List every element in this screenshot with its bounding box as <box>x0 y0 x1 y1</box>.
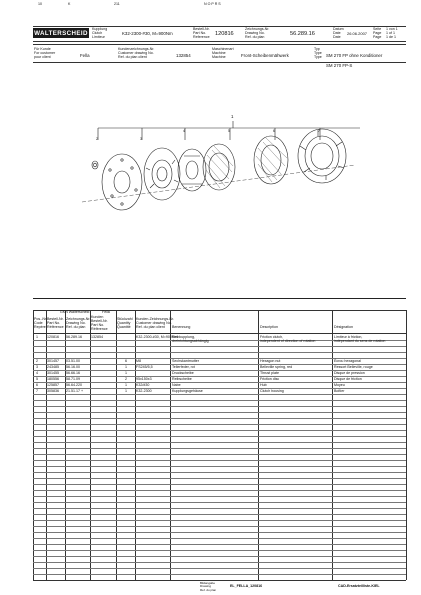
cell-description: Belleville spring, red <box>260 364 293 369</box>
part-7-housing <box>298 129 346 183</box>
footer-right-label: CAD-Ersatzteilliste-KIEL <box>338 584 380 588</box>
kupplung-value: K32-2300-#30, M=900Nm <box>122 31 173 36</box>
cell-zeichnung: 03.51.00 <box>66 358 80 363</box>
part-4-thrust-plate <box>144 148 180 200</box>
fuer-kunde-value: Fella <box>80 53 90 58</box>
cell-kzn: K32-2300 <box>136 388 152 393</box>
cell-designation: Ressort Belleville, rouge <box>334 364 373 369</box>
cell-pos: 2 <box>36 358 38 363</box>
footer-file: EL_FELLA_120816 <box>230 584 263 588</box>
cell-qty: 6 <box>125 358 127 363</box>
cell-benennung: Reibkupplung, drehrichtungsabhängig <box>172 334 209 343</box>
header-zeichnung: Zeichnungs-Nr. Drawing No. Ref. du plan <box>66 317 91 330</box>
kunden-value: 132854 <box>176 53 191 58</box>
top-mark-1: 10 <box>38 2 42 6</box>
header-group-left: GKN Walterscheid <box>60 310 90 314</box>
typ-label: Typ Type Type <box>314 47 322 60</box>
callout-5: 5 <box>228 129 230 133</box>
cell-qty: 2 <box>125 376 127 381</box>
seite-label: Seite Page Page <box>373 27 382 40</box>
cell-pos: 7 <box>36 388 38 393</box>
top-mark-4: N O P R S <box>204 2 221 6</box>
header-group-right: Fella <box>102 310 110 314</box>
cell-bestell: 301457 <box>47 358 59 363</box>
callout-7: 7 <box>318 129 320 133</box>
part-hub-disc <box>178 149 206 191</box>
bestell-label: Bestell-Nr. Part No. Reference <box>193 27 210 40</box>
kunden-label: Kundenzeichnungs-Nr. Customer drawing No. Ref. du plan client <box>118 47 155 60</box>
seite-value: 1 von 1 1 of 1 1 de 1 <box>386 27 398 40</box>
fuer-kunde-label: Für Kunde For customer pour client <box>34 47 56 60</box>
cell-designation: Disque de pression <box>334 370 365 375</box>
part-3-spring <box>102 154 142 210</box>
cell-description: Friction disc <box>260 376 280 381</box>
callout-4: 4 <box>183 129 185 133</box>
cell-zeichnung: 56.64.220 <box>66 382 82 387</box>
cell-bestell: 301455 <box>47 370 59 375</box>
cell-qty: 1 <box>125 370 127 375</box>
header-stueck: Stückzahl Quantity Quantité <box>117 317 133 330</box>
callout-2: 2 <box>96 137 98 141</box>
cell-designation: Disque de friction <box>334 376 362 381</box>
top-mark-3: 211 <box>114 2 120 6</box>
kupplung-label: Kupplung Clutch Limiteur <box>92 27 108 40</box>
callout-3: 3 <box>140 137 142 141</box>
maschine-value: Front-Scheibenmähwerk <box>241 53 289 58</box>
cell-bestell: 125857 <box>47 382 59 387</box>
cell-benennung: Tellerfeder, rot <box>172 364 195 369</box>
bestell-value: 120816 <box>215 31 234 37</box>
cell-kunden: 132854 <box>91 334 103 339</box>
top-mark-2: K <box>68 2 71 6</box>
part-2-nut <box>92 161 98 169</box>
part-5-friction-disc <box>203 144 235 190</box>
cell-zeichnung: 21.51.17 + <box>66 388 84 393</box>
header-kunden: Kunden Bestell-Nr. Part No. Référence <box>91 315 108 332</box>
cell-kzn: K32/#30 <box>136 382 150 387</box>
cell-kzn: K32-2300-#30, M=900Nm <box>136 334 178 339</box>
cell-bestell: 120816 <box>47 334 59 339</box>
cell-bestell: 180556 <box>47 376 59 381</box>
cell-benennung: Sechskantmutter <box>172 358 199 363</box>
cell-benennung: Kupplungsgehäuse <box>172 388 203 393</box>
header-benennung: Benennung <box>172 325 191 329</box>
cell-benennung: Reibscheibe <box>172 376 192 381</box>
walterscheid-logo: WALTERSCHEID <box>34 29 88 37</box>
cell-qty: 1 <box>125 388 127 393</box>
datum-value: 26.06.2007 <box>347 31 368 36</box>
cell-designation: Boîtier <box>334 388 345 393</box>
cell-designation: Écrou hexagonal <box>334 358 361 363</box>
header-description: Description <box>260 325 278 329</box>
callout-assembly: 1 <box>231 114 234 119</box>
cell-description: Clutch housing <box>260 388 284 393</box>
header-bestell: Bestell-Nr. Part No. Référence <box>47 317 64 330</box>
cell-qty: 1 <box>125 364 127 369</box>
cell-zeichnung: 56.66.16 <box>66 370 80 375</box>
datum-label: Datum Date Date <box>333 27 344 40</box>
cell-description: Friction clutch, independent of direction of rotation <box>260 334 316 343</box>
cell-designation: Moyeu <box>334 382 345 387</box>
cell-pos: 4 <box>36 370 38 375</box>
cell-description: Thrust plate <box>260 370 279 375</box>
typ-value-2: SM 270 FP-S <box>326 63 353 68</box>
maschine-label: Maschinenart Machine Machine <box>212 47 234 60</box>
cell-qty: 1 <box>125 382 127 387</box>
typ-value-1: SM 270 FP ohne Konditioner <box>326 53 383 58</box>
cell-pos: 3 <box>36 364 38 369</box>
cell-designation: Limiteur à friction, indépendant du sens de rotation <box>334 334 386 343</box>
callout-6: 6 <box>273 129 275 133</box>
header-pos: Pos.-Nr. Code Repère <box>34 317 47 330</box>
cell-kzn: FS245/5,5 <box>136 364 153 369</box>
cell-bestell: 305836 <box>47 388 59 393</box>
footer-label: Bildangabe Drawing Ref. du plan <box>200 581 217 592</box>
cell-zeichnung: 56.289.16 <box>66 334 82 339</box>
cell-kzn: 95x150x3 <box>136 376 152 381</box>
cell-zeichnung: 56.16.00 <box>66 364 80 369</box>
header-kunden-zeich: Kunden-Zeichnungs-Nr. Customer drawing No. Ref. du plan client <box>136 317 174 330</box>
cell-pos: 6 <box>36 382 38 387</box>
header-designation: Désignation <box>334 325 353 329</box>
cell-pos: 5 <box>36 376 38 381</box>
zeichnung-label: Zeichnungs-Nr. Drawing No. Ref. du plan <box>245 27 270 40</box>
cell-zeichnung: 58.71.09 <box>66 376 80 381</box>
cell-bestell: 243485 <box>47 364 59 369</box>
zeichnung-value: 56.289.16 <box>290 31 315 37</box>
part-6-friction-disc <box>254 136 288 184</box>
cell-description: Hub <box>260 382 267 387</box>
cell-kzn: M8 <box>136 358 141 363</box>
cell-pos: 1 <box>36 334 38 339</box>
cell-benennung: Druckscheibe <box>172 370 194 375</box>
cell-description: Hexagon nut <box>260 358 281 363</box>
cell-benennung: Nabe <box>172 382 181 387</box>
